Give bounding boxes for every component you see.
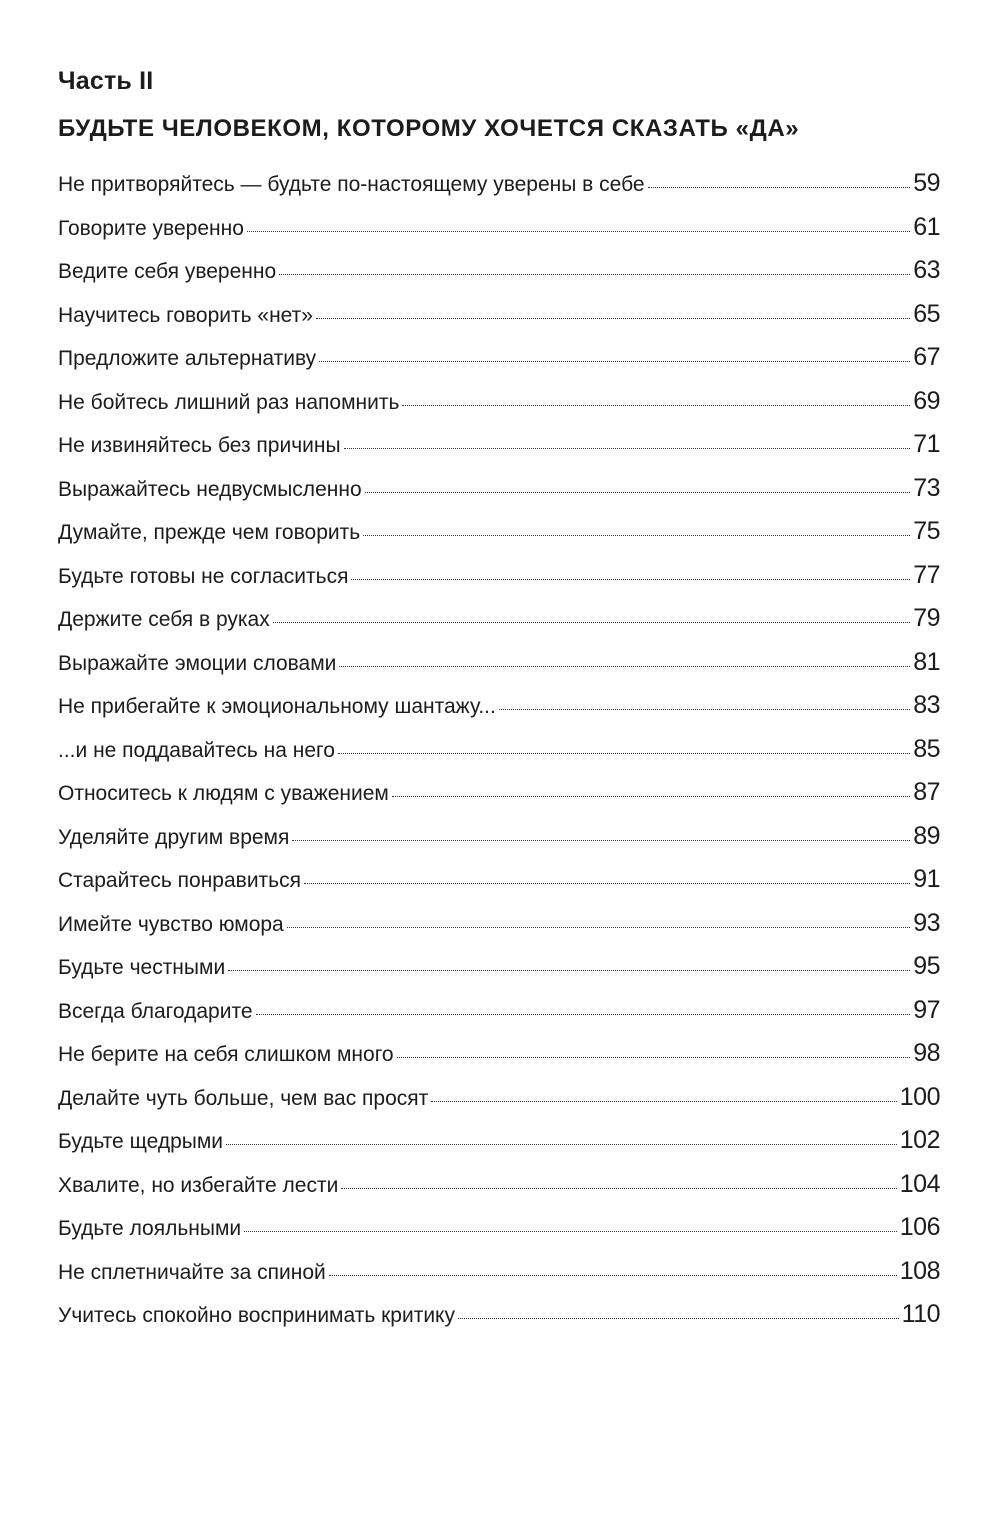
toc-entry (58, 822, 940, 866)
part-title: БУДЬТЕ ЧЕЛОВЕКОМ, КОТОРОМУ ХОЧЕТСЯ СКАЗАТЬ «ДА» (58, 115, 800, 142)
dot-leader (228, 970, 910, 971)
toc-entry-title: Всегда благодарите (58, 999, 253, 1023)
dot-leader (431, 1101, 897, 1102)
toc-entry (58, 691, 940, 735)
toc-entry (58, 996, 940, 1040)
toc-entry (58, 1083, 940, 1127)
dot-leader (329, 1275, 897, 1276)
part-label: Часть II (58, 67, 154, 95)
dot-leader (292, 840, 910, 841)
dot-leader (499, 709, 910, 710)
toc-entry-title: Делайте чуть больше, чем вас просят (58, 1086, 429, 1110)
dot-leader (319, 361, 910, 362)
dot-leader (363, 535, 910, 536)
toc-entry-page: 61 (913, 212, 940, 241)
toc-entry-title: Выражайте эмоции словами (58, 651, 337, 675)
toc-entry-title: ...и не поддавайтесь на него (58, 738, 335, 762)
dot-leader (365, 492, 911, 493)
toc-entry-page: 69 (913, 386, 940, 415)
toc-entry-page: 63 (913, 256, 940, 284)
dot-leader (279, 274, 910, 275)
toc-entry-page: 75 (913, 517, 940, 545)
dot-leader (339, 666, 910, 667)
toc-entry (58, 517, 940, 561)
toc-entry-title: Научитесь говорить «нет» (58, 303, 313, 327)
toc-entry (58, 256, 940, 300)
toc-entry-title: Относитесь к людям с уважением (58, 782, 389, 805)
toc-entry-title: Говорите уверенно (58, 216, 244, 240)
toc-entry (58, 604, 940, 648)
toc-entry-title: Будьте честными (58, 956, 226, 979)
toc-entry-title: Будьте готовы не согласиться (58, 564, 349, 588)
toc-entry (58, 648, 940, 692)
toc-entry-page: 85 (913, 734, 940, 763)
toc-entry-title: Уделяйте другим время (58, 825, 290, 849)
toc-entry (58, 1126, 940, 1170)
dot-leader (402, 405, 910, 406)
toc-entry (58, 952, 940, 996)
dot-leader (316, 318, 910, 319)
toc-entry-title: Хвалите, но избегайте лести (58, 1173, 339, 1197)
toc-entry (58, 387, 940, 431)
toc-entry (58, 1300, 940, 1344)
toc-entry (58, 343, 940, 387)
toc-entry-page: 97 (913, 995, 940, 1024)
toc-entry (58, 909, 940, 953)
toc-entry-page: 106 (899, 1213, 940, 1241)
dot-leader (341, 1188, 896, 1189)
dot-leader (304, 883, 910, 884)
toc-entry-page: 71 (913, 430, 940, 458)
toc-entry-title: Будьте лояльными (58, 1217, 242, 1240)
dot-leader (273, 622, 910, 623)
toc-entry-title: Учитесь спокойно воспринимать критику (58, 1304, 455, 1327)
toc-entry-page: 108 (899, 1256, 940, 1285)
dot-leader (256, 1014, 911, 1015)
toc-entry-title: Думайте, прежде чем говорить (58, 521, 361, 544)
toc-entry-page: 89 (913, 821, 940, 850)
dot-leader (351, 579, 910, 580)
toc-list (58, 169, 940, 1344)
toc-entry-title: Старайтесь понравиться (58, 869, 301, 892)
toc-entry (58, 778, 940, 822)
dot-leader (244, 1231, 897, 1232)
toc-entry-title: Не берите на себя слишком много (58, 1043, 394, 1066)
toc-entry (58, 1257, 940, 1301)
toc-entry-page: 87 (913, 778, 940, 806)
toc-entry (58, 213, 940, 257)
toc-entry-page: 83 (913, 691, 940, 719)
toc-page (58, 66, 940, 1344)
toc-entry-title: Выражайтесь недвусмысленно (58, 477, 362, 501)
dot-leader (247, 231, 910, 232)
toc-entry-page: 110 (901, 1300, 940, 1328)
toc-entry-page: 59 (913, 169, 940, 197)
toc-entry (58, 1170, 940, 1214)
toc-entry-title: Не извиняйтесь без причины (58, 434, 341, 457)
toc-entry-page: 95 (913, 952, 940, 980)
toc-entry-title: Будьте щедрыми (58, 1130, 224, 1153)
toc-entry-title: Предложите альтернативу (58, 347, 317, 370)
dot-leader (226, 1144, 897, 1145)
dot-leader (287, 927, 910, 928)
dot-leader (458, 1318, 899, 1319)
toc-entry (58, 474, 940, 518)
toc-entry-title: Ведите себя уверенно (58, 260, 277, 283)
toc-entry-page: 93 (913, 908, 940, 937)
toc-entry-page: 79 (913, 604, 940, 632)
toc-entry-page: 67 (913, 343, 940, 371)
toc-entry-title: Не сплетничайте за спиной (58, 1260, 326, 1284)
toc-entry-title: Не притворяйтесь — будьте по-настоящему уверены в себе (58, 173, 645, 196)
toc-entry (58, 735, 940, 779)
toc-entry (58, 1213, 940, 1257)
toc-entry-title: Держите себя в руках (58, 608, 270, 631)
toc-entry-title: Не бойтесь лишний раз напомнить (58, 390, 400, 414)
toc-entry (58, 561, 940, 605)
toc-entry-page: 102 (899, 1126, 940, 1154)
toc-entry-title: Имейте чувство юмора (58, 912, 284, 936)
toc-entry-title: Не прибегайте к эмоциональному шантажу... (58, 695, 496, 718)
toc-entry-page: 65 (913, 299, 940, 328)
toc-entry-page: 98 (913, 1039, 940, 1067)
toc-entry (58, 1039, 940, 1083)
dot-leader (344, 448, 911, 449)
toc-entry-page: 77 (913, 560, 940, 589)
dot-leader (648, 187, 911, 188)
toc-entry (58, 169, 940, 213)
toc-entry (58, 430, 940, 474)
toc-entry (58, 300, 940, 344)
toc-entry-page: 73 (913, 473, 940, 502)
dot-leader (392, 796, 910, 797)
toc-entry-page: 91 (913, 865, 940, 893)
toc-entry-page: 104 (899, 1169, 940, 1198)
toc-entry-page: 81 (913, 647, 940, 676)
toc-entry (58, 865, 940, 909)
dot-leader (338, 753, 910, 754)
toc-entry-page: 100 (899, 1082, 940, 1111)
dot-leader (397, 1057, 911, 1058)
